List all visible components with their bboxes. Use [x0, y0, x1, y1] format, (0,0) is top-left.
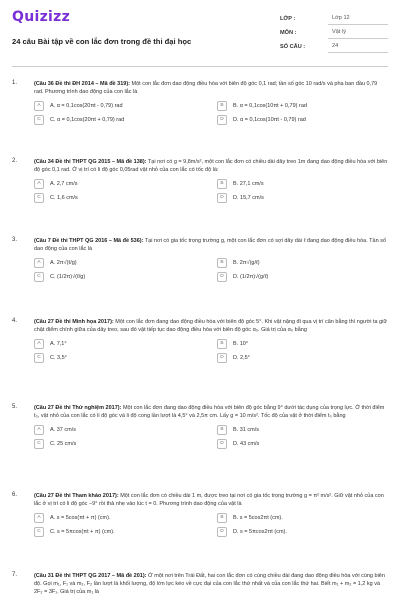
- answer-option-a[interactable]: [34, 425, 205, 435]
- answer-option-b[interactable]: [217, 339, 388, 349]
- option-text: C. s = 5πcos(πt + π) (cm).: [50, 529, 115, 535]
- question-source: (Câu 7 Đề thi THPT QG 2016 – Mã đề 536):: [34, 238, 144, 244]
- answer-options: [34, 513, 388, 537]
- meta-label: LỚP :: [280, 16, 296, 22]
- answer-option-d[interactable]: [217, 193, 388, 203]
- answer-option-d[interactable]: [217, 115, 388, 125]
- question-block: [12, 158, 388, 203]
- option-text: B. 2π√(g/ℓ): [233, 260, 260, 266]
- question-number: 3.: [12, 237, 18, 243]
- meta-label: MÔN :: [280, 30, 297, 36]
- question-number: 4.: [12, 318, 18, 324]
- question-source: (Câu 27 Đề thi Tham khảo 2017):: [34, 493, 119, 499]
- option-text: C. 1,6 cm/s: [50, 195, 78, 201]
- option-text: A. s = 5cos(πt + π) (cm).: [50, 515, 111, 521]
- option-text: B. 27,1 cm/s: [233, 181, 264, 187]
- meta-value: Lớp 12: [328, 13, 388, 25]
- option-badge: C: [34, 353, 44, 363]
- answer-options: [34, 258, 388, 282]
- question-text: [34, 404, 388, 420]
- option-badge: D: [217, 527, 227, 537]
- option-text: A. 37 cm/s: [50, 427, 76, 433]
- question-number: 2.: [12, 158, 18, 164]
- answer-option-c[interactable]: [34, 193, 205, 203]
- option-badge: A: [34, 101, 44, 111]
- option-text: C. 25 cm/s: [50, 441, 77, 447]
- option-text: D. s = 5πcos2πt (cm).: [233, 529, 287, 535]
- option-text: A. 7,1°: [50, 341, 67, 347]
- question-text: [34, 80, 388, 96]
- question-body: Tại nơi có g = 9,8m/s², một con lắc đơn có chiều dài dây treo 1m đang dao động điều hòa với biên độ góc 0,1 rad. Ở vị trí có li độ góc 0,05rad vật nhỏ của con lắc có tốc độ là:: [34, 159, 388, 173]
- answer-option-d[interactable]: [217, 527, 388, 537]
- meta-label: SỐ CÂU :: [280, 44, 306, 50]
- question-block: [12, 80, 388, 125]
- option-badge: D: [217, 353, 227, 363]
- meta-row-subject: [280, 26, 388, 40]
- question-block: [12, 492, 388, 537]
- question-body: Tại nơi có gia tốc trọng trường g, một con lắc đơn có sợi dây dài ℓ đang dao động điều hòa. Tần số dao động của con lắc là: [34, 238, 386, 252]
- answer-options: [34, 339, 388, 363]
- question-body: Một con lắc đơn có chiều dài 1 m, được treo tại nơi có gia tốc trọng trường g = π² m/s². Giữ vật nhỏ của con lắc ở vị trí có li độ góc −9° rồi thả nhẹ vào lúc t = 0. Phương trình dao động của vật là: [34, 493, 384, 507]
- option-badge: A: [34, 425, 44, 435]
- worksheet-meta: [280, 12, 388, 54]
- question-text: [34, 572, 388, 596]
- meta-value: 24: [328, 41, 388, 53]
- option-text: C. 3,5°: [50, 355, 67, 361]
- option-text: C. α = 0,1cos(20πt + 0,79) rad: [50, 117, 125, 123]
- answer-option-d[interactable]: [217, 439, 388, 449]
- answer-options: [34, 179, 388, 203]
- question-text: [34, 318, 388, 334]
- question-source: (Câu 36 Đề thi ĐH 2014 – Mã đề 319):: [34, 81, 130, 87]
- answer-options: [34, 101, 388, 125]
- question-source: (Câu 27 Đề thi Thử nghiệm 2017):: [34, 405, 122, 411]
- question-number: 6.: [12, 492, 18, 498]
- answer-option-c[interactable]: [34, 353, 205, 363]
- answer-option-a[interactable]: [34, 179, 205, 189]
- answer-option-a[interactable]: [34, 513, 205, 523]
- option-text: D. 43 cm/s: [233, 441, 260, 447]
- worksheet-header: [0, 0, 400, 66]
- option-text: B. 10°: [233, 341, 249, 347]
- option-badge: B: [217, 258, 227, 268]
- option-text: D. (1/2π)√(g/ℓ): [233, 274, 269, 280]
- meta-row-class: [280, 12, 388, 26]
- option-badge: C: [34, 115, 44, 125]
- answer-option-b[interactable]: [217, 513, 388, 523]
- option-badge: B: [217, 101, 227, 111]
- question-text: [34, 237, 388, 253]
- option-badge: C: [34, 439, 44, 449]
- meta-row-question-count: [280, 40, 388, 54]
- option-badge: D: [217, 115, 227, 125]
- question-source: (Câu 34 Đề thi THPT QG 2015 – Mã đề 138):: [34, 159, 147, 165]
- question-number: 1.: [12, 80, 18, 86]
- option-badge: D: [217, 272, 227, 282]
- answer-option-b[interactable]: [217, 258, 388, 268]
- option-text: A. α = 0,1cos(20πt - 0,79) rad: [50, 103, 123, 109]
- question-block: [12, 572, 388, 596]
- answer-option-d[interactable]: [217, 353, 388, 363]
- question-block: [12, 237, 388, 282]
- option-badge: D: [217, 193, 227, 203]
- option-text: A. 2,7 cm/s: [50, 181, 78, 187]
- option-badge: A: [34, 339, 44, 349]
- option-badge: B: [217, 179, 227, 189]
- option-text: D. 15,7 cm/s: [233, 195, 264, 201]
- option-badge: B: [217, 339, 227, 349]
- option-badge: C: [34, 193, 44, 203]
- question-body: Một con lắc đơn đang dao động điều hòa với biên độ góc 5°. Khi vật nặng đi qua vị trí cân bằng thì người ta giữ chặt điểm chính giữa của dây treo, sau đó vật tiếp tục dao động điều hòa với biên độ góc α₀. Giá trị của α₀ bằng: [34, 319, 388, 333]
- answer-option-a[interactable]: [34, 101, 205, 111]
- option-text: C. (1/2π)√(ℓ/g): [50, 274, 86, 280]
- question-source: (Câu 31 Đề thi THPT QG 2017 – Mã đề 201):: [34, 573, 147, 579]
- answer-option-b[interactable]: [217, 101, 388, 111]
- question-body: Một con lắc đơn đang dao động điều hòa với biên độ góc bằng 9° dưới tác dụng của trọng lực. Ở thời điểm t₀, vật nhỏ của con lắc có li độ góc và li độ cong lần lượt là 4,5° và 2,5π cm. Lấy g = 10 m/s². Tốc độ của vật ở thời điểm t₀ bằng: [34, 405, 385, 419]
- answer-option-b[interactable]: [217, 425, 388, 435]
- question-text: [34, 158, 388, 174]
- answer-option-d[interactable]: [217, 272, 388, 282]
- header-divider: [12, 66, 388, 67]
- page-title: 24 câu Bài tập về con lắc đơn trong đề thi đại học: [12, 37, 192, 46]
- answer-option-c[interactable]: [34, 527, 205, 537]
- quizizz-logo: Quizizz: [12, 9, 71, 25]
- answer-option-c[interactable]: [34, 439, 205, 449]
- question-block: [12, 404, 388, 449]
- answer-option-a[interactable]: [34, 258, 205, 268]
- answer-options: [34, 425, 388, 449]
- meta-value: Vật lý: [328, 27, 388, 39]
- answer-option-c[interactable]: [34, 115, 205, 125]
- option-badge: A: [34, 513, 44, 523]
- option-text: D. α = 0,1cos(10πt - 0,79) rad: [233, 117, 306, 123]
- option-text: B. α = 0,1cos(10πt + 0,79) rad: [233, 103, 307, 109]
- option-badge: A: [34, 179, 44, 189]
- option-text: B. 31 cm/s: [233, 427, 259, 433]
- option-badge: B: [217, 513, 227, 523]
- option-badge: C: [34, 272, 44, 282]
- option-badge: A: [34, 258, 44, 268]
- option-badge: C: [34, 527, 44, 537]
- question-body: Một con lắc đơn dao động điều hòa với biên độ góc 0,1 rad; tần số góc 10 rad/s và pha ban đầu 0,79 rad. Phương trình dao động của con lắc là: [34, 81, 378, 95]
- question-block: [12, 318, 388, 363]
- option-text: B. s = 5cos2πt (cm).: [233, 515, 283, 521]
- answer-option-b[interactable]: [217, 179, 388, 189]
- option-badge: B: [217, 425, 227, 435]
- question-text: [34, 492, 388, 508]
- question-number: 5.: [12, 404, 18, 410]
- answer-option-a[interactable]: [34, 339, 205, 349]
- question-source: (Câu 27 Đề thi Minh họa 2017):: [34, 319, 114, 325]
- question-number: 7.: [12, 572, 18, 578]
- question-body: Ở một nơi trên Trái Đất, hai con lắc đơn có cùng chiều dài đang dao động điều hòa với cùng biên độ. Gọi m₁, F₁ và m₂, F₂ lần lượt là khối lượng, độ lớn lực kéo về cực đại của con lắc thứ nhất và của con lắc thứ hai. Biết m₁ + m₂ = 1,2 kg và 2F₂ = 3F₁. Giá trị của m₁ là: [34, 573, 385, 595]
- option-badge: D: [217, 439, 227, 449]
- answer-option-c[interactable]: [34, 272, 205, 282]
- option-text: A. 2π√(ℓ/g): [50, 260, 77, 266]
- option-text: D. 2,5°: [233, 355, 250, 361]
